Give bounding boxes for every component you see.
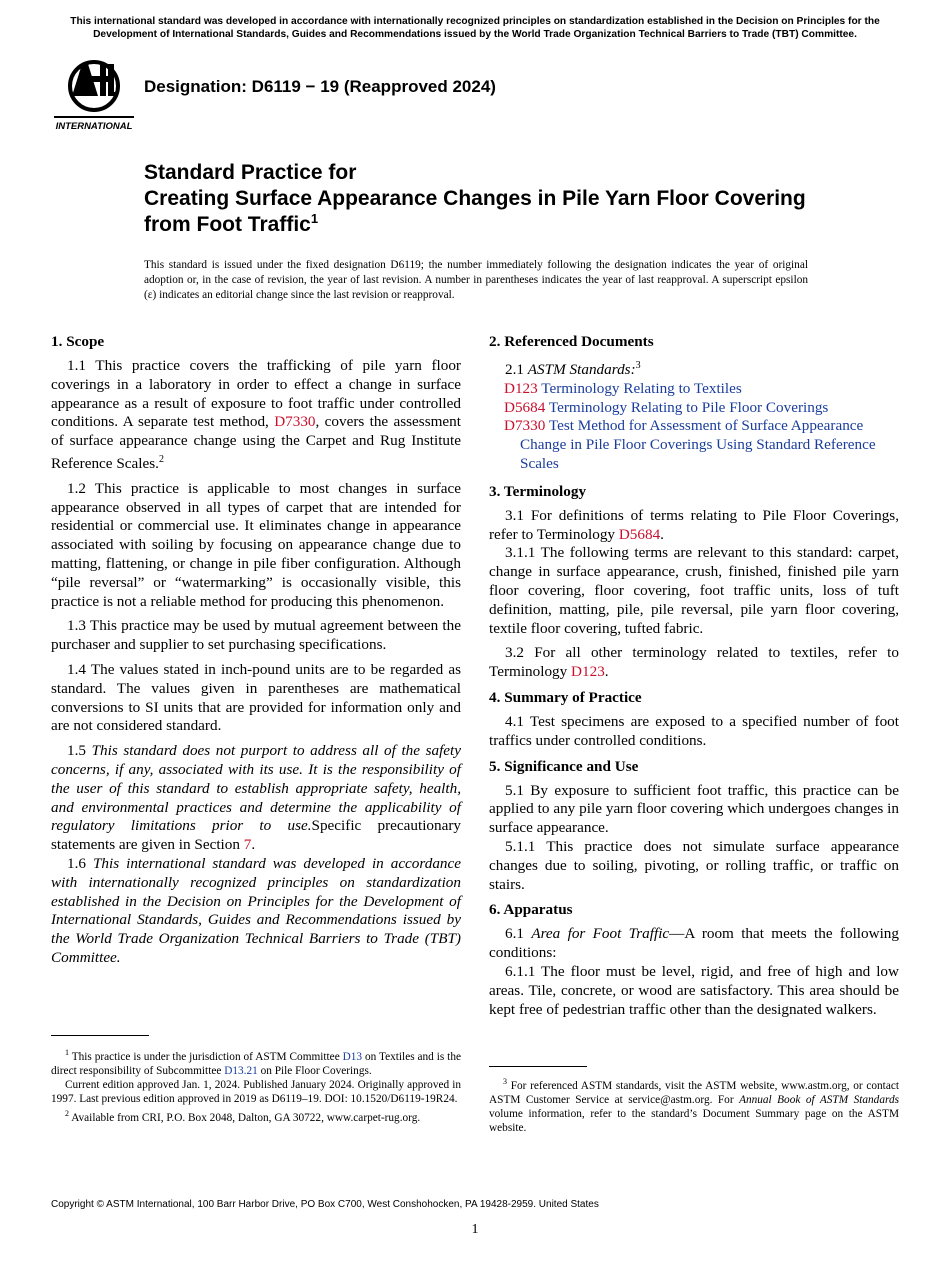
section-heading-terminology: 3. Terminology: [489, 482, 587, 500]
reference-list: [489, 380, 899, 474]
section-heading-significance: 5. Significance and Use: [489, 757, 639, 775]
footnote-mark-3: 3: [635, 360, 641, 371]
reference-item[interactable]: D123 Terminology Relating to Textiles: [504, 379, 742, 397]
footnote-1-edition: Current edition approved Jan. 1, 2024. Published January 2024. Originally approved in 1997. Last previous edition approved in 2019 as D6119–19. DOI: 10.1520/D6119-19R24.: [51, 1079, 461, 1106]
link-section-7[interactable]: 7: [243, 836, 252, 854]
title-line-2: [144, 186, 844, 238]
paragraph-1-6: 1.6 This international standard was developed in accordance with internationally recognized principles on standardization established in the Decision on Principles for the Development of International Standards, Guides and Recommendations issued by the World Trade Organization Technical Barriers to Trade (TBT) Committee.: [51, 854, 462, 966]
paragraph-5-1-1: 5.1.1 This practice does not simulate surface appearance changes due to soiling, pivoting, or rolling traffic, or traffic on stairs.: [489, 838, 899, 893]
designation: Designation: D6119 − 19 (Reapproved 2024): [144, 77, 496, 96]
paragraph-1-3: 1.3 This practice may be used by mutual agreement between the purchaser and supplier to set purchasing specifications.: [51, 617, 461, 654]
paragraph-1-4: 1.4 The values stated in inch-pound units are to be regarded as standard. The values given in parentheses are mathematical conversions to SI units that are provided for information only and are not considered standard.: [51, 661, 461, 735]
logo-text: INTERNATIONAL: [55, 121, 133, 132]
top-notice: This international standard was developed in accordance with internationally recognized principles on standardization established in the Decision on Principles for the Development of International Standards, Guides and Recommendations issued by the World Trade Organization Technical Barriers to Trade (TBT) Committee.: [70, 16, 880, 40]
paragraph-3-1-1: 3.1.1 The following terms are relevant to this standard: carpet, change in surface appearance, crush, finished, finished pile yarn floor covering, floor covering, foot traffic units, loss of tuft definition, matting, pile, pile reversal, pile yarn floor covering, textile floor covering, tufted fabric.: [489, 544, 899, 637]
section-heading-summary: 4. Summary of Practice: [489, 689, 642, 707]
section-heading-apparatus: 6. Apparatus: [489, 901, 573, 919]
right-column: [489, 332, 899, 1025]
paragraph-1-1: 1.1 This practice covers the trafficking of pile yarn floor coverings in a laboratory in order to effect a change in surface appearance as a result of exposure to foot traffic under controlled conditions. A separate test method, D7330, covers the assessment of surface appearance change using the Carpet and Rug Institute Reference Scales.$^2$: [51, 357, 461, 473]
copyright-notice: Copyright © ASTM International, 100 Barr Harbor Drive, PO Box C700, West Conshohocken, PA 19428-2959. United States: [51, 1199, 599, 1210]
page-number: 1: [471, 1222, 479, 1237]
title-footnote-mark: 1: [310, 211, 319, 226]
footnote-rule-left: [51, 1035, 149, 1036]
footnote-3: $^3$ For referenced ASTM standards, visit the ASTM website, www.astm.org, or contact ASTM Customer Service at service@astm.org. For Annual Book of ASTM Standards volume information, refer to the standard’s Document Summary page on the ASTM website.: [489, 1077, 899, 1135]
section-heading-referenced-documents: 2. Referenced Documents: [489, 333, 654, 350]
footnotes-left: [51, 1046, 461, 1125]
paragraph-6-1: 6.1 Area for Foot Traffic—A room that meets the following conditions:: [489, 925, 899, 962]
issue-note: This standard is issued under the fixed designation D6119; the number immediately following the designation indicates the year of original adoption or, in the case of revision, the year of last revision. A number in parentheses indicates the year of last reapproval. A superscript epsilon (ε) indicates an editorial change since the last revision or reapproval.: [144, 259, 808, 301]
section-heading-scope: 1. Scope: [51, 333, 105, 350]
reference-item[interactable]: D5684 Terminology Relating to Pile Floor Coverings: [504, 398, 829, 416]
paragraph-6-1-1: 6.1.1 The floor must be level, rigid, and free of high and low areas. Tile, concrete, or wood are satisfactory. This area should be kept free of pedestrian traffic other than the designated walkers.: [489, 962, 899, 1018]
footnote-mark-2: 2: [158, 453, 164, 465]
title-text: Creating Surface Appearance Changes in Pile Yarn Floor Covering from Foot Traffic: [144, 187, 806, 236]
paragraph-3-1: 3.1 For definitions of terms relating to Pile Floor Coverings, refer to Terminology D5684.: [489, 506, 899, 543]
paragraph-4-1: 4.1 Test specimens are exposed to a specified number of foot traffics under controlled conditions.: [489, 713, 899, 749]
footnote-rule-right: [489, 1066, 587, 1067]
paragraph-3-2: 3.2 For all other terminology related to textiles, refer to Terminology D123.: [489, 644, 899, 681]
left-column: [51, 332, 461, 974]
link-d123[interactable]: D123: [571, 663, 605, 681]
paragraph-2-1: 2.1 ASTM Standards:$^3$: [505, 360, 641, 379]
title-line-1: Standard Practice for: [144, 161, 357, 184]
footnote-2: $^2$ Available from CRI, P.O. Box 2048, Dalton, GA 30722, www.carpet-rug.org.: [65, 1108, 421, 1124]
link-d7330[interactable]: D7330: [274, 413, 316, 431]
reference-item[interactable]: D7330 Test Method for Assessment of Surface Appearance Change in Pile Floor Coverings Using Standard Reference Scales: [504, 417, 876, 473]
astm-logo: [52, 56, 136, 134]
paragraph-1-5: 1.5 This standard does not purport to address all of the safety concerns, if any, associated with its use. It is the responsibility of the user of this standard to establish appropriate safety, health, and environmental practices and determine the applicability of regulatory limitations prior to use.Specific precautionary statements are given in Section 7.: [51, 742, 462, 854]
link-d5684[interactable]: D5684: [618, 525, 661, 543]
link-d13-21[interactable]: D13.21: [224, 1064, 258, 1077]
paragraph-1-2: 1.2 This practice is applicable to most changes in surface appearance observed in all types of carpet that are intended for residential or commercial use. It eliminates change in appearance associated with soiling by focusing on appearance change due to matting, flattening, or change in pile fiber configuration. Although “pile reversal” or “watermarking” is occasionally visible, this practice is not a reliable method for producing this phenomenon.: [51, 479, 461, 610]
footnote-1: $^1$ This practice is under the jurisdiction of ASTM Committee D13 on Textiles and is the direct responsibility of Subcommittee D13.21 on Pile Floor Coverings.: [51, 1048, 461, 1077]
paragraph-5-1: 5.1 By exposure to sufficient foot traffic, this practice can be applied to any pile yarn floor covering which undergoes changes in surface appearance.: [489, 781, 899, 837]
footnotes-right: [489, 1075, 899, 1136]
document-title: [144, 160, 844, 238]
link-d13[interactable]: D13: [342, 1050, 363, 1063]
